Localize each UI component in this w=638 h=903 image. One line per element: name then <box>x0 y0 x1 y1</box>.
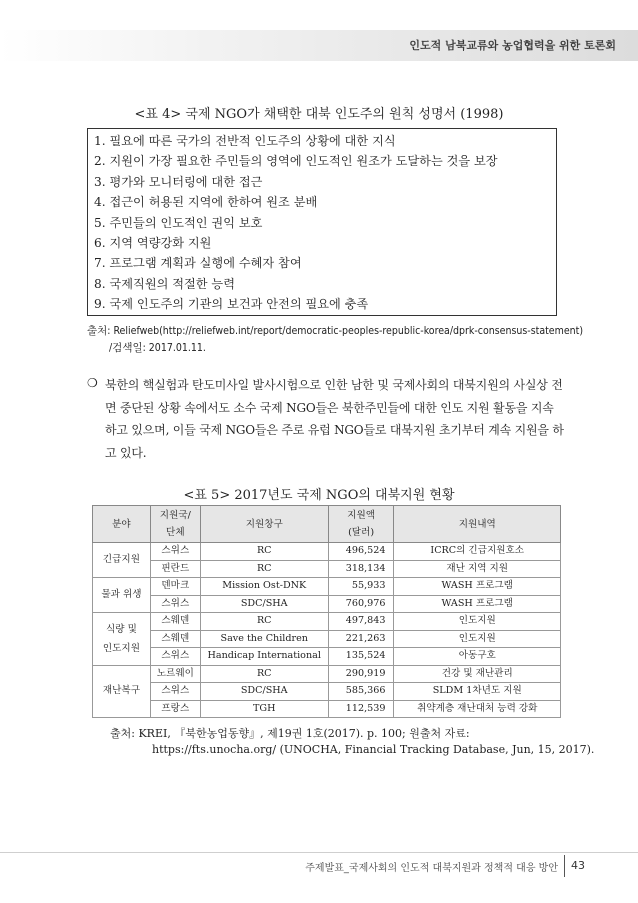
principle-item: 4. 접근이 허용된 지역에 한하여 원조 분배 <box>94 195 318 210</box>
channel-cell: Handicap International <box>200 648 328 666</box>
country-cell: 스웨덴 <box>150 613 200 631</box>
footer-divider <box>0 852 638 853</box>
amount-cell: 221,263 <box>328 630 394 648</box>
principle-item: 3. 평가와 모니터링에 대한 접근 <box>94 174 263 189</box>
table4-caption: <표 4> 국제 NGO가 채택한 대북 인도주의 원칙 성명서 (1998) <box>134 107 504 122</box>
header-text: 지원액 <box>347 510 375 521</box>
country-cell: 스위스 <box>150 683 200 701</box>
source-line: /검색일: 2017.01.11. <box>109 342 206 354</box>
category-text: 식량 및 <box>106 623 137 635</box>
table-header-row <box>93 506 561 543</box>
table5-caption: <표 5> 2017년도 국제 NGO의 대북지원 현황 <box>183 488 455 503</box>
channel-cell: Mission Ost-DNK <box>200 578 328 596</box>
table5-source <box>110 726 610 758</box>
source-line: 출처: KREI, 『북한농업동향』, 제19권 1호(2017). p. 100; 원출처 자료: <box>110 727 470 740</box>
country-cell: 스위스 <box>150 595 200 613</box>
country-cell: 스위스 <box>150 648 200 666</box>
source-line: https://fts.unocha.org/ (UNOCHA, Financial Tracking Database, Jun, 15, 2017). <box>152 743 595 756</box>
amount-cell: 318,134 <box>328 560 394 578</box>
table-row <box>93 578 561 596</box>
source-line: 출처: Reliefweb(http://reliefweb.int/report/democratic-peoples-republic-korea/dprk-consensus-statement) <box>87 325 584 337</box>
header-detail: 지원내역 <box>394 506 561 543</box>
amount-cell: 496,524 <box>328 543 394 561</box>
table-row <box>93 700 561 718</box>
amount-cell: 135,524 <box>328 648 394 666</box>
table-row <box>93 630 561 648</box>
channel-cell: SDC/SHA <box>200 595 328 613</box>
channel-cell: Save the Children <box>200 630 328 648</box>
channel-cell: RC <box>200 665 328 683</box>
header-channel: 지원창구 <box>200 506 328 543</box>
amount-cell: 112,539 <box>328 700 394 718</box>
table-row <box>93 665 561 683</box>
country-cell: 스웨덴 <box>150 630 200 648</box>
detail-cell: 재난 지역 지원 <box>394 560 561 578</box>
ngo-support-table <box>92 505 561 718</box>
principle-item: 9. 국제 인도주의 기관의 보건과 안전의 필요에 충족 <box>94 297 369 312</box>
category-text: 인도지원 <box>102 642 140 654</box>
channel-cell: SDC/SHA <box>200 683 328 701</box>
amount-cell: 290,919 <box>328 665 394 683</box>
footer-title: 주제발표_국제사회의 인도적 대북지원과 정책적 대응 방안 <box>305 863 558 874</box>
header-text: (달러) <box>348 527 375 538</box>
detail-cell: 인도지원 <box>394 613 561 631</box>
table-row <box>93 560 561 578</box>
principle-item: 2. 지원이 가장 필요한 주민들의 영역에 인도적인 원조가 도달하는 것을 보장 <box>94 154 498 169</box>
table-row <box>93 543 561 561</box>
country-cell: 스위스 <box>150 543 200 561</box>
principle-item: 1. 필요에 따른 국가의 전반적 인도주의 상황에 대한 지식 <box>94 134 396 148</box>
body-paragraph: 북한의 핵실험과 탄도미사일 발사시험으로 인한 남한 및 국제사회의 대북지원의 사실상 전면 중단된 상황 속에서도 소수 국제 NGO들은 북한주민들에 대한 인도 지원 활동을 지속하고 있으며, 이들 국제 NGO들은 주로 유럽 NGO들로 대북지원 초기부터 계속 지원을 하고 있다. <box>105 378 564 460</box>
amount-cell: 585,366 <box>328 683 394 701</box>
country-cell: 노르웨이 <box>150 665 200 683</box>
footer-separator <box>564 855 565 877</box>
channel-cell: RC <box>200 560 328 578</box>
category-cell: 재난복구 <box>93 665 151 718</box>
category-cell <box>93 613 151 666</box>
detail-cell: SLDM 1차년도 지원 <box>394 683 561 701</box>
table-row <box>93 683 561 701</box>
channel-cell: TGH <box>200 700 328 718</box>
detail-cell: 인도지원 <box>394 630 561 648</box>
detail-cell: 아동구호 <box>394 648 561 666</box>
principles-box <box>87 128 557 316</box>
principle-item: 5. 주민들의 인도적인 권익 보호 <box>94 215 263 230</box>
amount-cell: 497,843 <box>328 613 394 631</box>
detail-cell: WASH 프로그램 <box>394 595 561 613</box>
header-field: 분야 <box>93 506 151 543</box>
table-row <box>93 648 561 666</box>
principle-item: 6. 지역 역량강화 지원 <box>94 235 212 250</box>
detail-cell: 취약계층 재난대처 능력 강화 <box>394 700 561 718</box>
bullet-icon: ❍ <box>87 376 98 390</box>
detail-cell: 건강 및 재난관리 <box>394 665 561 683</box>
channel-cell: RC <box>200 613 328 631</box>
country-cell: 프랑스 <box>150 700 200 718</box>
principle-item: 8. 국제직원의 적절한 능력 <box>94 276 235 291</box>
page-number: 43 <box>571 859 585 872</box>
table-row <box>93 613 561 631</box>
detail-cell: ICRC의 긴급지원호소 <box>394 543 561 561</box>
header-text: 지원국/ <box>159 510 191 521</box>
header-country <box>150 506 200 543</box>
header-text: 단체 <box>166 527 185 538</box>
table-row <box>93 595 561 613</box>
category-cell: 긴급지원 <box>93 543 151 578</box>
principle-item: 7. 프로그램 계획과 실행에 수혜자 참여 <box>94 256 302 271</box>
amount-cell: 55,933 <box>328 578 394 596</box>
table4-source <box>87 323 587 357</box>
country-cell: 핀란드 <box>150 560 200 578</box>
channel-cell: RC <box>200 543 328 561</box>
detail-cell: WASH 프로그램 <box>394 578 561 596</box>
header-title: 인도적 남북교류와 농업협력을 위한 토론회 <box>409 39 616 52</box>
category-cell: 물과 위생 <box>93 578 151 613</box>
header-amount <box>328 506 394 543</box>
country-cell: 덴마크 <box>150 578 200 596</box>
amount-cell: 760,976 <box>328 595 394 613</box>
